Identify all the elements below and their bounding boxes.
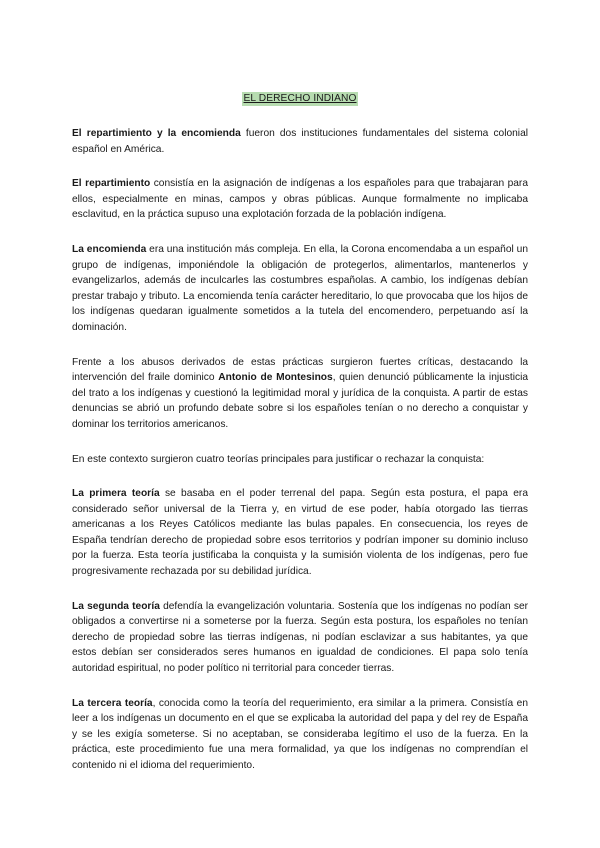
bold-term: La tercera teoría (72, 697, 153, 709)
paragraph-text: , conocida como la teoría del requerimiento, era similar a la primera. Consistía en leer a los indígenas un documento en el que se explicaba la autoridad del papa y del rey de España y se les exigía someterse. Si no aceptaban, se consideraba legítimo el uso de la fuerza. En la práctica, este procedimiento fue una mera formalidad, ya que los indígenas no comprendían el contenido ni el idioma del requerimiento. (72, 697, 529, 771)
document-page (72, 88, 528, 793)
bold-term: La segunda teoría (72, 600, 160, 612)
paragraph-intro (72, 126, 528, 157)
paragraph-text: En este contexto surgieron cuatro teorías principales para justificar o rechazar la conquista: (72, 453, 485, 465)
bold-term: Antonio de Montesinos (218, 372, 333, 384)
paragraph-montesinos (72, 355, 528, 433)
paragraph-context (72, 452, 528, 468)
paragraph-repartimiento (72, 176, 528, 223)
paragraph-text: Frente a los abusos derivados de estas prácticas surgieron fuertes críticas, destacando la intervención del fraile dominico (72, 356, 528, 384)
paragraph-encomienda (72, 242, 528, 336)
bold-term: El repartimiento (72, 178, 151, 190)
paragraph-first-theory (72, 486, 528, 580)
bold-term: El repartimiento y la encomienda (72, 128, 241, 139)
document-title: EL DERECHO INDIANO (243, 93, 357, 104)
bold-term: La encomienda (72, 243, 147, 255)
title-wrapper (72, 88, 528, 106)
paragraph-text: defendía la evangelización voluntaria. Sostenía que los indígenas no podían ser obligados a convertirse ni a someterse por la fuerza. Según esta postura, los españoles no tenían derecho de propiedad sobre las tierras indígenas, ni podían esclavizar a sus habitantes, ya que estos debían ser considerados seres humanos en igualdad de condiciones. El papa solo tenía autoridad espiritual, no poder político ni territorial para conceder tierras. (72, 600, 528, 675)
bold-term: La primera teoría (72, 488, 160, 500)
paragraph-text: se basaba en el poder terrenal del papa. Según esta postura, el papa era considerado señor universal de la Tierra y, en virtud de ese poder, había otorgado las tierras americanas a los Reyes Católicos mediante las bulas papales. En consecuencia, los reyes de España tendrían derecho de propiedad sobre esos territorios y podrían imponer su dominio incluso por la fuerza. Esta teoría justificaba la conquista y la sumisión violenta de los indígenas, pero fue progresivamente rechazada por su debilidad jurídica. (72, 488, 528, 578)
paragraph-second-theory (72, 599, 528, 677)
paragraph-text: fueron dos instituciones fundamentales del sistema colonial español en América. (72, 128, 528, 155)
paragraph-text: , quien denunció públicamente la injusticia del trato a los indígenas y cuestionó la legitimidad moral y jurídica de la conquista. A partir de estas denuncias se abrió un profundo debate sobre si los españoles tenían o no derecho a conquistar y dominar los territorios americanos. (72, 372, 529, 430)
paragraph-text: consistía en la asignación de indígenas a los españoles para que trabajaran para ellos, especialmente en minas, campos y obras públicas. Aunque formalmente no implicaba esclavitud, en la práctica supuso una explotación forzada de la población indígena. (72, 178, 528, 221)
paragraph-text: era una institución más compleja. En ella, la Corona encomendaba a un español un grupo de indígenas, imponiéndole la obligación de protegerlos, alimentarlos, mantenerlos y evangelizarlos, además de inculcarles las costumbres españolas. A cambio, los indígenas debían prestar trabajo y tributo. La encomienda tenía carácter hereditario, lo que provocaba que los hijos de los indígenas quedaran igualmente sometidos a la tutela del encomendero, perpetuando así la dominación. (72, 243, 528, 333)
paragraph-third-theory (72, 696, 528, 774)
